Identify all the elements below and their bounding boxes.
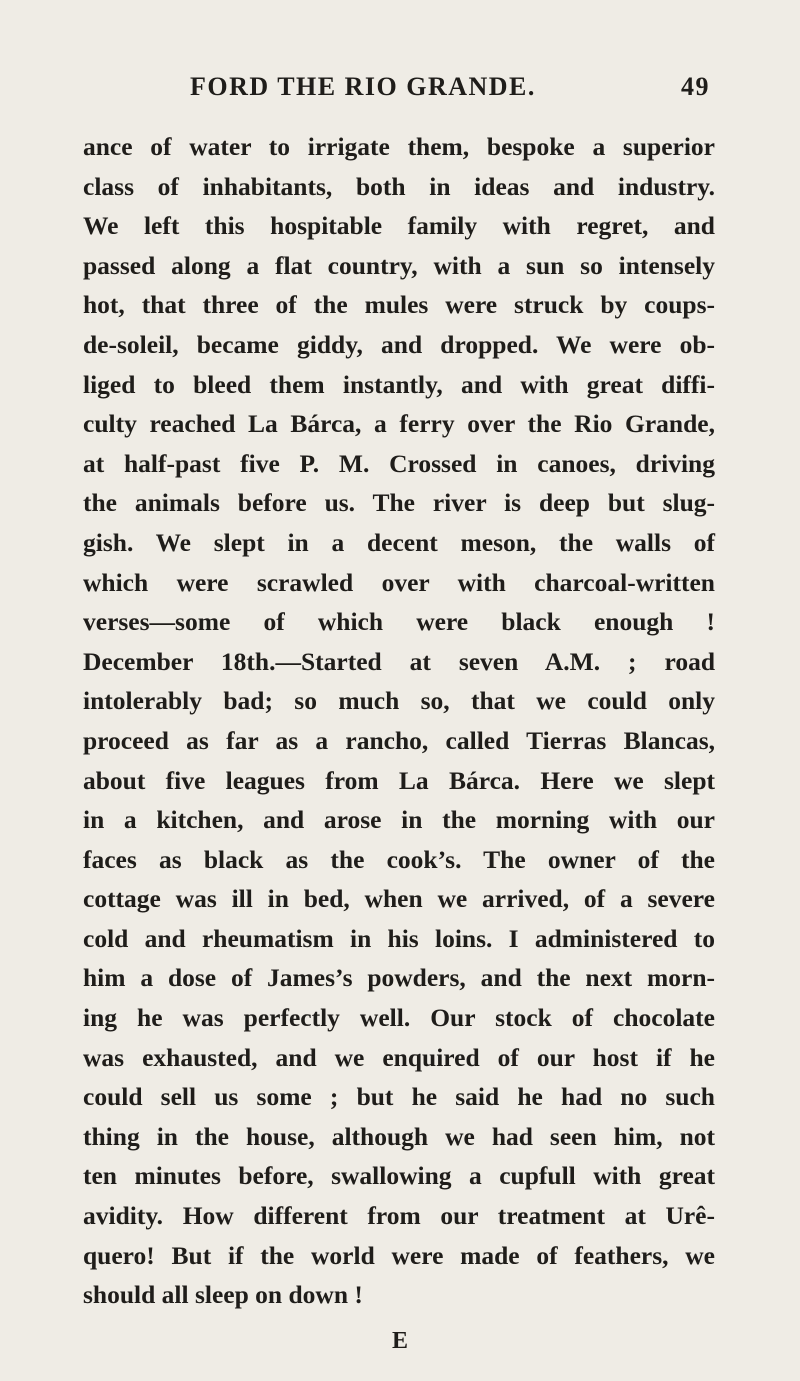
page-number: 49 [681,72,710,101]
text-line: gish. We slept in a decent meson, the walls of [83,527,715,557]
text-line: liged to bleed them instantly, and with great diffi- [83,369,715,399]
text-line: about five leagues from La Bárca. Here we slept [83,765,715,795]
text-line: passed along a flat country, with a sun so intensely [83,250,715,280]
text-line: We left this hospitable family with regret, and [83,211,715,241]
text-line: ten minutes before, swallowing a cupfull with great [83,1161,715,1191]
text-line: which were scrawled over with charcoal-written [83,567,715,597]
text-line: avidity. How different from our treatment at Urê- [83,1201,715,1231]
text-line: thing in the house, although we had seen him, not [83,1121,715,1151]
text-line: class of inhabitants, both in ideas and industry. [83,171,715,201]
text-line: ing he was perfectly well. Our stock of chocolate [83,1003,715,1033]
text-line: cold and rheumatism in his loins. I administered to [83,923,715,953]
text-line: him a dose of James’s powders, and the next morn- [83,963,715,993]
text-line: at half-past five P. M. Crossed in canoes, driving [83,448,715,478]
text-line: the animals before us. The river is deep but slug- [83,488,715,518]
text-line: ance of water to irrigate them, bespoke a superior [83,132,715,161]
text-line: proceed as far as a rancho, called Tierras Blancas, [83,725,715,755]
text-line: quero! But if the world were made of feathers, we [83,1240,715,1270]
signature-mark: E [391,1328,408,1354]
text-line: intolerably bad; so much so, that we could only [83,686,715,716]
text-line: culty reached La Bárca, a ferry over the Rio Grande, [83,409,715,439]
text-line: cottage was ill in bed, when we arrived, of a severe [83,884,715,914]
text-line: was exhausted, and we enquired of our host if he [83,1042,715,1072]
body-text [83,127,715,1315]
text-line: December 18th.—Started at seven A.M. ; road [83,646,715,676]
text-line: faces as black as the cook’s. The owner of the [83,844,715,874]
text-line: should all sleep on down ! [83,1280,363,1310]
running-title: FORD THE RIO GRANDE. [190,72,536,101]
text-line: de-soleil, became giddy, and dropped. We were ob- [83,329,715,359]
text-line: hot, that three of the mules were struck by coups- [83,290,715,320]
text-line: verses—some of which were black enough ! [83,607,715,637]
text-line: in a kitchen, and arose in the morning with our [83,805,715,835]
text-line: could sell us some ; but he said he had no such [83,1082,715,1112]
